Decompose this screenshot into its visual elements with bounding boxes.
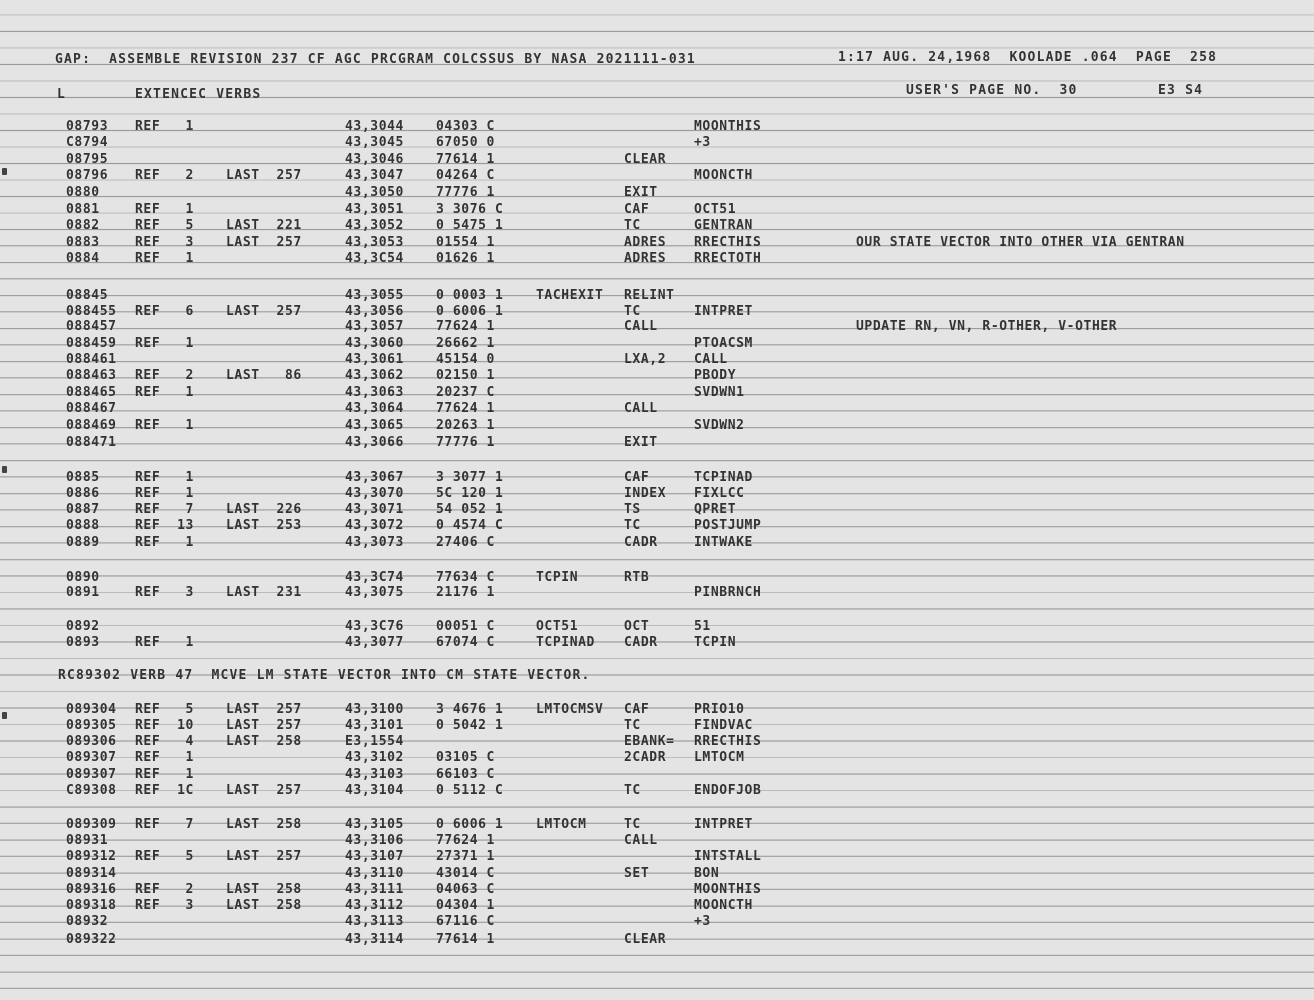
row-line-number: 088461 (66, 352, 117, 367)
row-last-ref: LAST 86 (226, 368, 302, 383)
row-ref-count: REF 4 (135, 734, 194, 749)
row-object-code: 0 5042 1 (436, 718, 504, 733)
row-object-code: 77614 1 (436, 152, 495, 167)
row-operand: TCPIN (694, 635, 737, 650)
row-operand: INTWAKE (694, 535, 753, 550)
row-address: 43,3046 (345, 152, 404, 167)
row-object-code: 0 5112 C (436, 783, 504, 798)
row-opcode: TC (624, 518, 641, 533)
row-opcode: CALL (624, 319, 658, 334)
section-marker: L (57, 87, 66, 102)
row-ref-count: REF 1 (135, 385, 194, 400)
row-operand: INTPRET (694, 304, 753, 319)
row-address: 43,3062 (345, 368, 404, 383)
row-address: 43,3100 (345, 702, 404, 717)
row-line-number: 088455 (66, 304, 117, 319)
row-last-ref: LAST 257 (226, 702, 302, 717)
row-object-code: 67116 C (436, 914, 495, 929)
row-address: 43,3106 (345, 833, 404, 848)
row-address: 43,3C76 (345, 619, 404, 634)
row-ref-count: REF 1 (135, 202, 194, 217)
row-opcode: CLEAR (624, 152, 667, 167)
row-address: 43,3103 (345, 767, 404, 782)
row-opcode: TC (624, 304, 641, 319)
row-label: TACHEXIT (536, 288, 604, 303)
row-object-code: 77634 C (436, 570, 495, 585)
row-object-code: 27371 1 (436, 849, 495, 864)
row-object-code: 77776 1 (436, 435, 495, 450)
row-operand: GENTRAN (694, 218, 753, 233)
row-operand: +3 (694, 914, 711, 929)
row-opcode: TC (624, 218, 641, 233)
row-object-code: 3 4676 1 (436, 702, 504, 717)
row-label: LMTOCM (536, 817, 587, 832)
row-line-number: 0880 (66, 185, 100, 200)
row-line-number: 089306 (66, 734, 117, 749)
row-last-ref: LAST 257 (226, 849, 302, 864)
row-ref-count: REF 1 (135, 767, 194, 782)
row-ref-count: REF 5 (135, 849, 194, 864)
row-line-number: 088467 (66, 401, 117, 416)
row-object-code: 77776 1 (436, 185, 495, 200)
row-ref-count: REF 1 (135, 750, 194, 765)
row-object-code: 0 4574 C (436, 518, 504, 533)
row-opcode: INDEX (624, 486, 667, 501)
row-ref-count: REF 2 (135, 368, 194, 383)
row-opcode: TC (624, 718, 641, 733)
section-title: EXTENCEC VERBS (135, 87, 262, 102)
row-last-ref: LAST 258 (226, 882, 302, 897)
row-object-code: 66103 C (436, 767, 495, 782)
row-ref-count: REF 1 (135, 535, 194, 550)
row-last-ref: LAST 257 (226, 783, 302, 798)
row-last-ref: LAST 226 (226, 502, 302, 517)
row-line-number: 088471 (66, 435, 117, 450)
row-object-code: 03105 C (436, 750, 495, 765)
row-ref-count: REF 3 (135, 898, 194, 913)
row-last-ref: LAST 257 (226, 718, 302, 733)
row-object-code: 20237 C (436, 385, 495, 400)
row-object-code: 00051 C (436, 619, 495, 634)
row-address: 43,3C54 (345, 251, 404, 266)
row-line-number: 0887 (66, 502, 100, 517)
row-line-number: 0881 (66, 202, 100, 217)
row-object-code: 0 6006 1 (436, 304, 504, 319)
row-opcode: EXIT (624, 185, 658, 200)
row-opcode: CLEAR (624, 932, 667, 947)
row-opcode: EXIT (624, 435, 658, 450)
row-address: 43,3047 (345, 168, 404, 183)
row-operand: INTSTALL (694, 849, 762, 864)
row-ref-count: REF 1 (135, 470, 194, 485)
row-opcode: SET (624, 866, 650, 881)
row-line-number: 089309 (66, 817, 117, 832)
row-opcode: CAF (624, 470, 650, 485)
row-opcode: 2CADR (624, 750, 667, 765)
row-line-number: 08932 (66, 914, 109, 929)
row-address: 43,3066 (345, 435, 404, 450)
row-line-number: 088465 (66, 385, 117, 400)
row-comment: OUR STATE VECTOR INTO OTHER VIA GENTRAN (856, 235, 1185, 250)
row-operand: OCT51 (694, 202, 737, 217)
row-address: 43,3055 (345, 288, 404, 303)
row-address: 43,3102 (345, 750, 404, 765)
row-address: E3,1554 (345, 734, 404, 749)
row-operand: QPRET (694, 502, 737, 517)
row-last-ref: LAST 257 (226, 168, 302, 183)
row-address: 43,3057 (345, 319, 404, 334)
row-line-number: 088459 (66, 336, 117, 351)
row-address: 43,3113 (345, 914, 404, 929)
row-address: 43,3077 (345, 635, 404, 650)
row-address: 43,3056 (345, 304, 404, 319)
row-ref-count: REF 2 (135, 168, 194, 183)
row-object-code: 04063 C (436, 882, 495, 897)
row-operand: MOONCTH (694, 898, 753, 913)
row-line-number: 088463 (66, 368, 117, 383)
row-operand: INTPRET (694, 817, 753, 832)
row-ref-count: REF 13 (135, 518, 194, 533)
row-object-code: 20263 1 (436, 418, 495, 433)
row-operand: MOONCTH (694, 168, 753, 183)
row-opcode: CALL (624, 401, 658, 416)
row-line-number: 089304 (66, 702, 117, 717)
row-line-number: 0893 (66, 635, 100, 650)
row-address: 43,3114 (345, 932, 404, 947)
row-address: 43,3050 (345, 185, 404, 200)
row-operand: RRECTHIS (694, 235, 762, 250)
row-address: 43,3051 (345, 202, 404, 217)
row-address: 43,3060 (345, 336, 404, 351)
row-opcode: OCT (624, 619, 650, 634)
row-last-ref: LAST 258 (226, 898, 302, 913)
row-object-code: 77624 1 (436, 833, 495, 848)
row-line-number: 0885 (66, 470, 100, 485)
row-line-number: 0889 (66, 535, 100, 550)
row-object-code: 01626 1 (436, 251, 495, 266)
section-comment: RC89302 VERB 47 MCVE LM STATE VECTOR INTO CM STATE VECTOR. (58, 668, 591, 683)
row-object-code: 04264 C (436, 168, 495, 183)
row-line-number: 089316 (66, 882, 117, 897)
row-operand: PBODY (694, 368, 737, 383)
row-object-code: 26662 1 (436, 336, 495, 351)
row-ref-count: REF 5 (135, 218, 194, 233)
row-address: 43,3073 (345, 535, 404, 550)
row-object-code: 77624 1 (436, 401, 495, 416)
row-line-number: 0882 (66, 218, 100, 233)
row-last-ref: LAST 258 (226, 817, 302, 832)
row-opcode: ADRES (624, 251, 667, 266)
row-object-code: 54 052 1 (436, 502, 504, 517)
row-address: 43,3112 (345, 898, 404, 913)
row-address: 43,3101 (345, 718, 404, 733)
row-ref-count: REF 10 (135, 718, 194, 733)
row-address: 43,3061 (345, 352, 404, 367)
row-line-number: 0890 (66, 570, 100, 585)
row-ref-count: REF 3 (135, 585, 194, 600)
row-opcode: CALL (624, 833, 658, 848)
row-line-number: 089307 (66, 750, 117, 765)
row-last-ref: LAST 231 (226, 585, 302, 600)
row-ref-count: REF 1C (135, 783, 194, 798)
row-address: 43,3065 (345, 418, 404, 433)
row-ref-count: REF 1 (135, 119, 194, 134)
row-line-number: 0892 (66, 619, 100, 634)
row-last-ref: LAST 221 (226, 218, 302, 233)
row-opcode: EBANK= (624, 734, 675, 749)
row-operand: ENDOFJOB (694, 783, 762, 798)
row-object-code: 67050 0 (436, 135, 495, 150)
row-object-code: 04303 C (436, 119, 495, 134)
row-operand: PINBRNCH (694, 585, 762, 600)
row-last-ref: LAST 257 (226, 304, 302, 319)
row-object-code: 3 3076 C (436, 202, 504, 217)
row-opcode: CADR (624, 635, 658, 650)
row-address: 43,3044 (345, 119, 404, 134)
row-line-number: C8794 (66, 135, 109, 150)
row-ref-count: REF 5 (135, 702, 194, 717)
row-address: 43,3075 (345, 585, 404, 600)
row-line-number: 08845 (66, 288, 109, 303)
row-line-number: 089305 (66, 718, 117, 733)
row-line-number: 089314 (66, 866, 117, 881)
row-object-code: 45154 0 (436, 352, 495, 367)
row-address: 43,3070 (345, 486, 404, 501)
row-line-number: 0886 (66, 486, 100, 501)
row-operand: 51 (694, 619, 711, 634)
row-line-number: 089312 (66, 849, 117, 864)
row-address: 43,3111 (345, 882, 404, 897)
row-line-number: 089318 (66, 898, 117, 913)
row-operand: SVDWN1 (694, 385, 745, 400)
row-operand: MOONTHIS (694, 119, 762, 134)
row-ref-count: REF 1 (135, 251, 194, 266)
row-label: LMTOCMSV (536, 702, 604, 717)
row-line-number: 089322 (66, 932, 117, 947)
users-page-number: USER'S PAGE NO. 30 (906, 83, 1078, 98)
row-object-code: 77624 1 (436, 319, 495, 334)
row-ref-count: REF 6 (135, 304, 194, 319)
row-address: 43,3C74 (345, 570, 404, 585)
row-opcode: CAF (624, 702, 650, 717)
row-object-code: 27406 C (436, 535, 495, 550)
row-ref-count: REF 2 (135, 882, 194, 897)
row-operand: FINDVAC (694, 718, 753, 733)
row-operand: TCPINAD (694, 470, 753, 485)
row-opcode: TC (624, 783, 641, 798)
row-object-code: 21176 1 (436, 585, 495, 600)
row-line-number: 08931 (66, 833, 109, 848)
row-address: 43,3064 (345, 401, 404, 416)
row-ref-count: REF 7 (135, 502, 194, 517)
header-date-page: 1:17 AUG. 24,1968 KOOLADE .064 PAGE 258 (838, 50, 1218, 65)
row-last-ref: LAST 257 (226, 235, 302, 250)
row-address: 43,3067 (345, 470, 404, 485)
row-operand: PTOACSM (694, 336, 753, 351)
row-opcode: CAF (624, 202, 650, 217)
row-ref-count: REF 1 (135, 336, 194, 351)
row-object-code: 01554 1 (436, 235, 495, 250)
row-address: 43,3072 (345, 518, 404, 533)
row-object-code: 5C 120 1 (436, 486, 504, 501)
header-assembly-info: GAP: ASSEMBLE REVISION 237 CF AGC PRCGRAM COLCSSUS BY NASA 2021111-031 (55, 52, 696, 67)
row-ref-count: REF 1 (135, 635, 194, 650)
row-object-code: 0 5475 1 (436, 218, 504, 233)
row-address: 43,3063 (345, 385, 404, 400)
row-object-code: 77614 1 (436, 932, 495, 947)
row-opcode: TS (624, 502, 641, 517)
row-object-code: 43014 C (436, 866, 495, 881)
row-comment: UPDATE RN, VN, R-OTHER, V-OTHER (856, 319, 1118, 334)
row-operand: FIXLCC (694, 486, 745, 501)
row-line-number: 088457 (66, 319, 117, 334)
row-line-number: 08796 (66, 168, 109, 183)
row-operand: BON (694, 866, 720, 881)
row-line-number: 0884 (66, 251, 100, 266)
row-opcode: RELINT (624, 288, 675, 303)
row-opcode: ADRES (624, 235, 667, 250)
row-label: OCT51 (536, 619, 579, 634)
row-operand: RRECTOTH (694, 251, 762, 266)
row-last-ref: LAST 253 (226, 518, 302, 533)
row-object-code: 67074 C (436, 635, 495, 650)
row-opcode: RTB (624, 570, 650, 585)
row-line-number: 0883 (66, 235, 100, 250)
row-address: 43,3053 (345, 235, 404, 250)
row-ref-count: REF 3 (135, 235, 194, 250)
row-line-number: 089307 (66, 767, 117, 782)
row-object-code: 3 3077 1 (436, 470, 504, 485)
row-opcode: LXA,2 (624, 352, 667, 367)
row-opcode: TC (624, 817, 641, 832)
row-line-number: 08793 (66, 119, 109, 134)
row-ref-count: REF 1 (135, 418, 194, 433)
bank-code: E3 S4 (1158, 83, 1204, 98)
row-ref-count: REF 7 (135, 817, 194, 832)
row-operand: MOONTHIS (694, 882, 762, 897)
row-object-code: 04304 1 (436, 898, 495, 913)
row-line-number: 088469 (66, 418, 117, 433)
row-operand: POSTJUMP (694, 518, 762, 533)
row-last-ref: LAST 258 (226, 734, 302, 749)
row-object-code: 0 0003 1 (436, 288, 504, 303)
row-address: 43,3110 (345, 866, 404, 881)
row-object-code: 0 6006 1 (436, 817, 504, 832)
row-ref-count: REF 1 (135, 486, 194, 501)
row-address: 43,3052 (345, 218, 404, 233)
row-line-number: 0891 (66, 585, 100, 600)
row-operand: +3 (694, 135, 711, 150)
row-address: 43,3071 (345, 502, 404, 517)
row-line-number: 08795 (66, 152, 109, 167)
row-address: 43,3045 (345, 135, 404, 150)
row-line-number: 0888 (66, 518, 100, 533)
row-address: 43,3107 (345, 849, 404, 864)
row-label: TCPINAD (536, 635, 595, 650)
row-operand: SVDWN2 (694, 418, 745, 433)
row-operand: LMTOCM (694, 750, 745, 765)
row-operand: RRECTHIS (694, 734, 762, 749)
row-label: TCPIN (536, 570, 579, 585)
row-address: 43,3104 (345, 783, 404, 798)
row-operand: CALL (694, 352, 728, 367)
row-line-number: C89308 (66, 783, 117, 798)
row-operand: PRIO10 (694, 702, 745, 717)
row-opcode: CADR (624, 535, 658, 550)
row-object-code: 02150 1 (436, 368, 495, 383)
row-address: 43,3105 (345, 817, 404, 832)
